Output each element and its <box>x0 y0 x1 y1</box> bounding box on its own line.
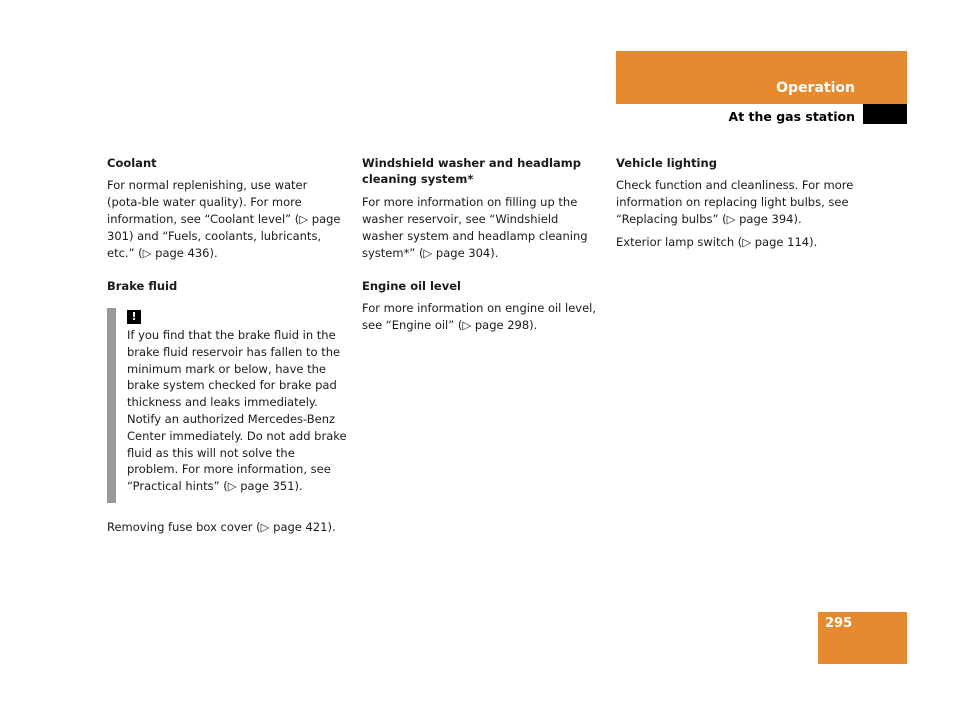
coolant-heading: Coolant <box>107 156 157 170</box>
fuse-box-text: Removing fuse box cover (▷ page 421). <box>107 519 336 534</box>
section-title: Operation <box>776 80 855 96</box>
warning-side-bar <box>107 308 116 503</box>
vehicle-lighting-heading: Vehicle lighting <box>616 156 717 170</box>
coolant-text: For normal replenishing, use water (pota-ble water quality). For more information, see “Coolant level” (▷ page 301) and “Fuels, coolants, lubricants, etc.” (▷ page 436). <box>107 178 341 260</box>
column-right <box>616 155 856 251</box>
thumb-tab-marker <box>863 104 907 124</box>
engine-oil-heading: Engine oil level <box>362 279 461 293</box>
vehicle-lighting-text: Check function and cleanliness. For more information on replacing light bulbs, see “Replacing bulbs” (▷ page 394). <box>616 178 854 226</box>
warning-text: If you find that the brake fluid in the brake fluid reservoir has fallen to the minimum mark or below, have the brake system checked for brake pad thickness and leaks immediately. Notify an authorized Mercedes-Benz Center immediately. Do not add brake fluid as this will not solve the problem. For more information, see “Practical hints” (▷ page 351). <box>127 328 347 494</box>
page-number: 295 <box>825 616 853 631</box>
engine-oil-text: For more information on engine oil level, see “Engine oil” (▷ page 298). <box>362 301 597 332</box>
washer-heading: Windshield washer and headlamp cleaning system* <box>362 156 581 186</box>
column-left <box>107 155 347 536</box>
subsection-title: At the gas station <box>728 109 855 124</box>
brake-fluid-heading: Brake fluid <box>107 279 178 293</box>
warning-exclamation-icon: ! <box>127 310 141 324</box>
warning-box <box>107 308 347 497</box>
page-number-box <box>818 612 907 664</box>
lamp-switch-text: Exterior lamp switch (▷ page 114). <box>616 235 818 249</box>
section-header-bar <box>616 51 907 104</box>
column-middle <box>362 155 602 334</box>
washer-text: For more information on filling up the washer reservoir, see “Windshield washer system and headlamp cleaning system*” (▷ page 304). <box>362 195 588 260</box>
